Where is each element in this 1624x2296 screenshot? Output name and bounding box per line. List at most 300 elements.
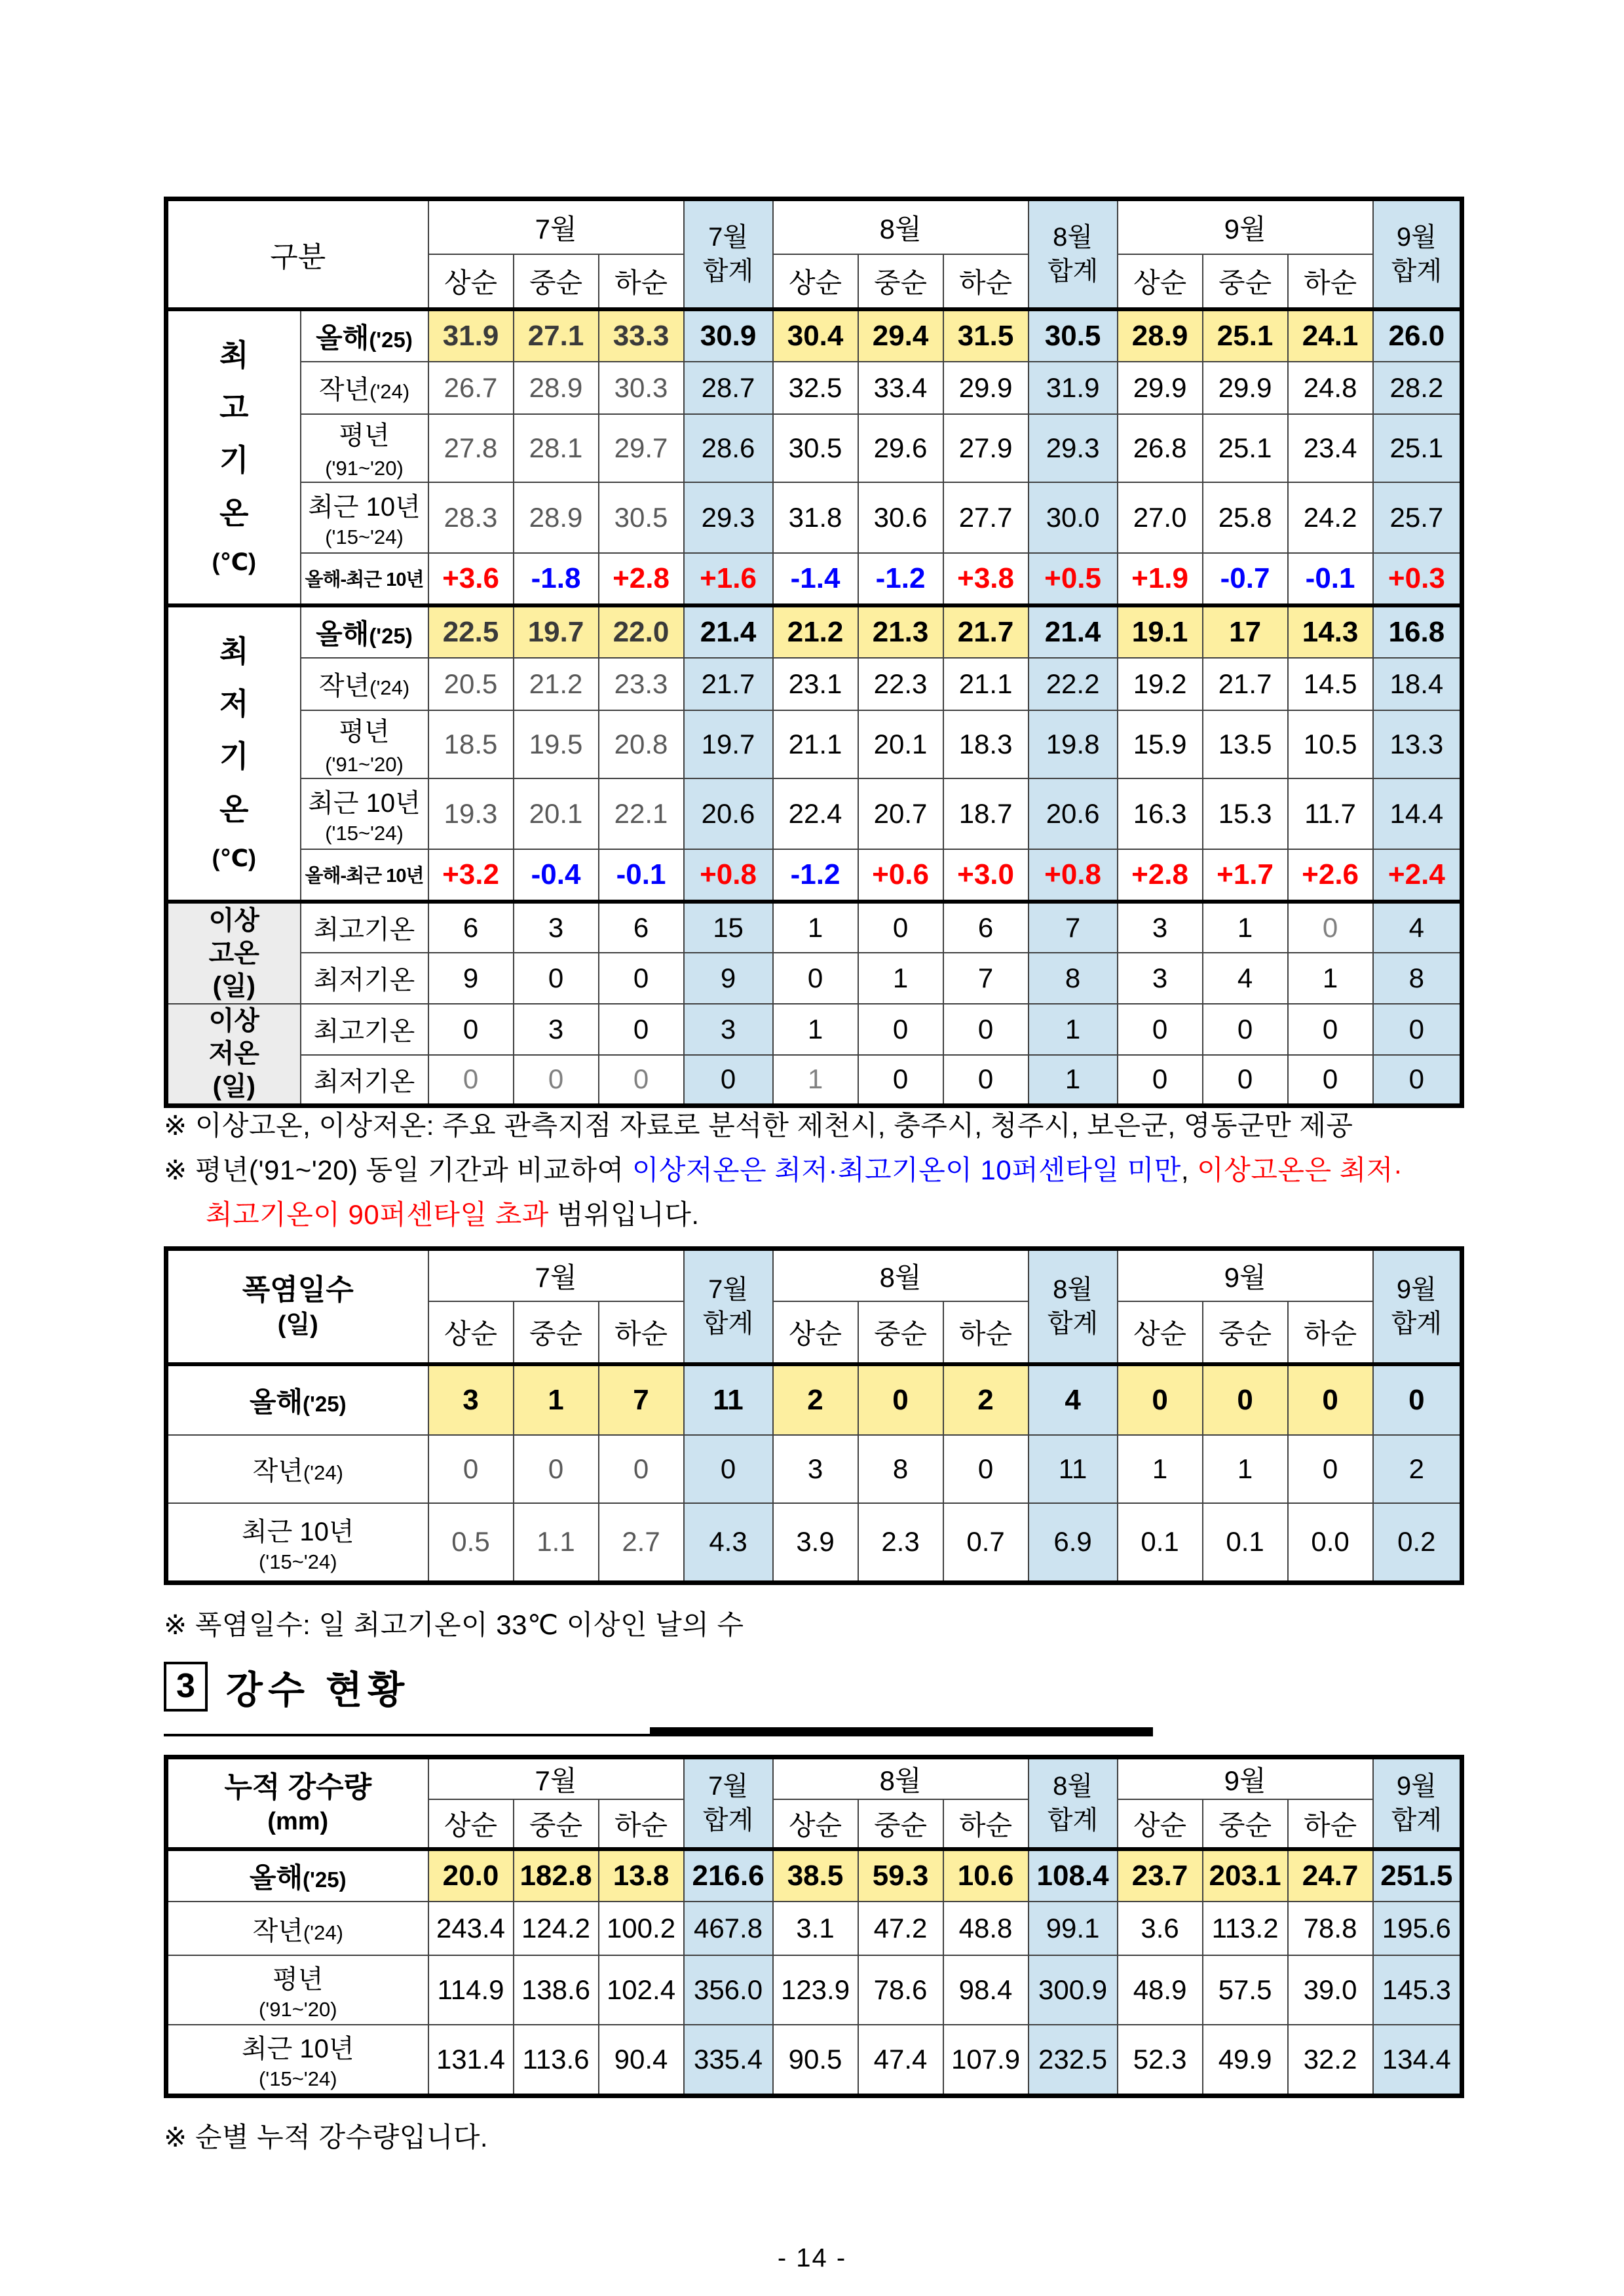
total-header-line: 7월	[708, 1772, 748, 1801]
data-cell: 20.7	[858, 778, 943, 849]
data-cell: 0	[599, 1435, 684, 1503]
data-cell: 300.9	[1029, 1955, 1118, 2025]
data-cell: 4	[1373, 902, 1462, 953]
row-label-text: 최저기온	[313, 966, 415, 995]
heatwave-table-block	[164, 1246, 1463, 1585]
row-label-text: 올해	[316, 618, 369, 649]
note-text: ※ 순별 누적 강수량입니다.	[164, 2122, 489, 2152]
total-header-line: 합계	[702, 1806, 754, 1835]
data-cell: 19.2	[1118, 658, 1203, 710]
table-header	[166, 199, 1462, 309]
data-cell: 57.5	[1203, 1955, 1288, 2025]
table-header	[166, 1249, 1462, 1364]
data-cell: 11.7	[1288, 778, 1373, 849]
data-cell: 123.9	[773, 1955, 858, 2025]
data-cell: 3	[684, 1004, 773, 1055]
row-label	[166, 1849, 428, 1902]
heatwave-note	[164, 1603, 1463, 1647]
table-body	[166, 1849, 1462, 2095]
category-char: 온	[219, 792, 249, 826]
data-cell: 0	[1203, 1004, 1288, 1055]
note-text: 이상저온은 최저·최고기온이 10퍼센타일 미만	[632, 1155, 1181, 1186]
data-cell: 22.4	[773, 778, 858, 849]
data-cell: 27.9	[943, 414, 1029, 482]
row-label: 올해-최근 10년	[301, 553, 428, 605]
data-cell: 13.5	[1203, 710, 1288, 778]
data-cell: +1.9	[1118, 553, 1203, 605]
data-cell: 0.5	[428, 1503, 514, 1583]
data-cell: 90.4	[599, 2025, 684, 2095]
data-cell: 29.4	[858, 309, 943, 362]
data-cell: 23.1	[773, 658, 858, 710]
data-cell: -0.1	[1288, 553, 1373, 605]
row-label-year: ('91~'20)	[325, 752, 404, 776]
row-label-text: 평년	[339, 421, 390, 450]
period-header: 상순	[428, 254, 514, 309]
vertical-category-text	[168, 614, 300, 893]
vertical-category-text	[168, 318, 300, 597]
month-header: 7월	[428, 199, 684, 254]
row-label	[301, 778, 428, 849]
header-row	[166, 1757, 1462, 1800]
data-cell: 243.4	[428, 1902, 514, 1955]
data-cell: +2.8	[599, 553, 684, 605]
row-label-text: 올해	[316, 322, 369, 353]
data-cell: 15.3	[1203, 778, 1288, 849]
data-cell: 7	[599, 1364, 684, 1435]
period-header: 중순	[858, 1799, 943, 1849]
category-line: 고온	[208, 938, 259, 968]
table-row	[166, 1364, 1462, 1435]
data-cell: 30.9	[684, 309, 773, 362]
table-row	[166, 902, 1462, 953]
data-cell: +0.8	[1029, 849, 1118, 902]
data-cell: 30.0	[1029, 482, 1118, 553]
section-heading	[164, 1659, 1463, 1736]
data-cell: 17	[1203, 605, 1288, 658]
month-total-header	[684, 199, 773, 309]
precipitation-table-block	[164, 1755, 1463, 2098]
data-cell: +3.6	[428, 553, 514, 605]
row-label: 올해-최근 10년	[301, 849, 428, 902]
data-cell: 2	[943, 1364, 1029, 1435]
data-cell: 20.8	[599, 710, 684, 778]
category-unit: (℃)	[212, 548, 257, 576]
data-cell: 356.0	[684, 1955, 773, 2025]
period-header: 중순	[1203, 1799, 1288, 1849]
table-row	[166, 2025, 1462, 2095]
data-cell: 0	[514, 953, 599, 1004]
data-cell: 8	[1029, 953, 1118, 1004]
data-cell: 467.8	[684, 1902, 773, 1955]
period-header: 하순	[599, 1799, 684, 1849]
data-cell: 32.2	[1288, 2025, 1373, 2095]
data-cell: 6	[428, 902, 514, 953]
note-text: 이상고온은 최저·	[1197, 1155, 1403, 1186]
row-label	[301, 710, 428, 778]
data-cell: 0	[599, 1055, 684, 1106]
row-label	[166, 1503, 428, 1583]
category-text	[168, 904, 300, 1003]
row-label-year: ('25)	[369, 623, 413, 648]
row-label-year: ('25)	[303, 1867, 347, 1892]
data-cell: 26.8	[1118, 414, 1203, 482]
period-header: 중순	[858, 1301, 943, 1364]
period-header: 중순	[514, 1799, 599, 1849]
data-cell: 25.1	[1203, 309, 1288, 362]
total-header-line: 9월	[1396, 222, 1437, 252]
data-cell: 0.2	[1373, 1503, 1462, 1583]
total-header-line: 합계	[1047, 256, 1099, 286]
data-cell: 107.9	[943, 2025, 1029, 2095]
data-cell: 2	[773, 1364, 858, 1435]
data-cell: 23.3	[599, 658, 684, 710]
month-header: 9월	[1118, 1249, 1373, 1301]
data-cell: 0	[858, 1004, 943, 1055]
category-char: 온	[219, 495, 249, 530]
data-cell: +0.8	[684, 849, 773, 902]
data-cell: 98.4	[943, 1955, 1029, 2025]
data-cell: 3.1	[773, 1902, 858, 1955]
period-header: 중순	[858, 254, 943, 309]
data-cell: 21.2	[773, 605, 858, 658]
data-cell: 14.5	[1288, 658, 1373, 710]
category-line: 이상	[208, 906, 259, 935]
data-cell: 48.8	[943, 1902, 1029, 1955]
month-header: 9월	[1118, 199, 1373, 254]
total-header-line: 8월	[1053, 1274, 1093, 1304]
month-total-header	[1029, 1757, 1118, 1850]
data-cell: +3.0	[943, 849, 1029, 902]
data-cell: 114.9	[428, 1955, 514, 2025]
data-cell: 2	[1373, 1435, 1462, 1503]
data-cell: 22.3	[858, 658, 943, 710]
total-header-line: 합계	[702, 256, 754, 286]
data-cell: 20.0	[428, 1849, 514, 1902]
data-cell: 10.6	[943, 1849, 1029, 1902]
note-line	[164, 1148, 1463, 1193]
data-cell: 3	[1118, 953, 1203, 1004]
category-label	[166, 1004, 301, 1106]
data-cell: 47.2	[858, 1902, 943, 1955]
row-label-year: ('15~'24)	[325, 525, 404, 548]
row-label-year: ('15~'24)	[325, 821, 404, 845]
data-cell: 39.0	[1288, 1955, 1373, 2025]
row-label-text: 작년	[318, 375, 370, 404]
row-label-text: 작년	[252, 1457, 303, 1485]
data-cell: 49.9	[1203, 2025, 1288, 2095]
table-row	[166, 1055, 1462, 1106]
data-cell: 21.1	[773, 710, 858, 778]
total-header-line: 합계	[1391, 1806, 1442, 1835]
data-cell: 20.6	[684, 778, 773, 849]
table-row	[166, 1902, 1462, 1955]
data-cell: 3.9	[773, 1503, 858, 1583]
data-cell: 3	[428, 1364, 514, 1435]
data-cell: 100.2	[599, 1902, 684, 1955]
data-cell: 1	[1288, 953, 1373, 1004]
data-cell: 3	[514, 1004, 599, 1055]
period-header: 상순	[773, 1799, 858, 1849]
month-total-header	[684, 1249, 773, 1364]
data-cell: 27.1	[514, 309, 599, 362]
period-header: 상순	[428, 1799, 514, 1849]
data-cell: 124.2	[514, 1902, 599, 1955]
data-cell: 0	[599, 1004, 684, 1055]
period-header: 하순	[943, 1799, 1029, 1849]
data-cell: 0	[773, 953, 858, 1004]
data-cell: 19.8	[1029, 710, 1118, 778]
category-label	[166, 309, 301, 605]
period-header: 하순	[1288, 254, 1373, 309]
data-cell: 27.7	[943, 482, 1029, 553]
data-cell: 47.4	[858, 2025, 943, 2095]
row-label	[301, 309, 428, 362]
row-label-year: ('24)	[303, 1461, 343, 1484]
total-header-line: 합계	[1047, 1806, 1099, 1835]
page-number: - 14 -	[777, 2244, 847, 2272]
row-label-text: 최근 10년	[241, 2035, 354, 2064]
period-header: 하순	[599, 1301, 684, 1364]
category-char: 기	[219, 739, 249, 774]
data-cell: 18.4	[1373, 658, 1462, 710]
data-cell: 113.6	[514, 2025, 599, 2095]
table-row	[166, 362, 1462, 414]
total-header-line: 9월	[1396, 1772, 1437, 1801]
data-cell: 26.7	[428, 362, 514, 414]
data-cell: 19.5	[514, 710, 599, 778]
total-header-line: 합계	[702, 1309, 754, 1338]
data-cell: 6	[943, 902, 1029, 953]
data-cell: 3.6	[1118, 1902, 1203, 1955]
data-cell: +1.6	[684, 553, 773, 605]
row-label-year: ('91~'20)	[258, 1998, 337, 2021]
row-label-year: ('15~'24)	[258, 1550, 337, 1573]
table-row	[166, 849, 1462, 902]
month-total-header	[684, 1757, 773, 1850]
row-label	[301, 605, 428, 658]
data-cell: 0	[599, 953, 684, 1004]
data-cell: 11	[684, 1364, 773, 1435]
table-row	[166, 1004, 1462, 1055]
data-cell: 30.6	[858, 482, 943, 553]
table-row	[166, 1955, 1462, 2025]
table-row	[166, 414, 1462, 482]
data-cell: 13.3	[1373, 710, 1462, 778]
data-cell: 19.7	[684, 710, 773, 778]
data-cell: 23.7	[1118, 1849, 1203, 1902]
row-label-year: ('24)	[303, 1921, 343, 1944]
data-cell: 20.5	[428, 658, 514, 710]
note-text: ※ 폭염일수: 일 최고기온이 33℃ 이상인 날의 수	[164, 1609, 744, 1640]
data-cell: 25.7	[1373, 482, 1462, 553]
data-cell: 0.0	[1288, 1503, 1373, 1583]
category-unit: (℃)	[212, 845, 257, 872]
row-label	[301, 1004, 428, 1055]
data-cell: 19.3	[428, 778, 514, 849]
data-cell: 1	[1029, 1004, 1118, 1055]
data-cell: 0	[858, 1364, 943, 1435]
period-header: 중순	[514, 1301, 599, 1364]
heading-underline	[164, 1727, 1153, 1736]
period-header: 하순	[1288, 1301, 1373, 1364]
data-cell: 4.3	[684, 1503, 773, 1583]
total-header-line: 7월	[708, 222, 748, 252]
category-char: 저	[219, 687, 249, 721]
data-cell: 52.3	[1118, 2025, 1203, 2095]
data-cell: 232.5	[1029, 2025, 1118, 2095]
data-cell: 78.6	[858, 1955, 943, 2025]
data-cell: 1	[1203, 1435, 1288, 1503]
data-cell: 195.6	[1373, 1902, 1462, 1955]
row-label	[166, 1364, 428, 1435]
section-number: 3	[164, 1662, 208, 1712]
data-cell: 28.6	[684, 414, 773, 482]
corner-header	[166, 1249, 428, 1364]
table-row	[166, 710, 1462, 778]
table-row	[166, 778, 1462, 849]
data-cell: +2.6	[1288, 849, 1373, 902]
data-cell: 3	[1118, 902, 1203, 953]
data-cell: 31.5	[943, 309, 1029, 362]
data-cell: 0	[1118, 1004, 1203, 1055]
data-cell: 0	[1203, 1364, 1288, 1435]
data-cell: 8	[1373, 953, 1462, 1004]
data-cell: 1	[858, 953, 943, 1004]
data-cell: 138.6	[514, 1955, 599, 2025]
data-cell: 24.8	[1288, 362, 1373, 414]
data-cell: 0	[428, 1004, 514, 1055]
data-cell: 0	[428, 1055, 514, 1106]
data-cell: 8	[858, 1435, 943, 1503]
data-cell: 1	[773, 1055, 858, 1106]
data-cell: 13.8	[599, 1849, 684, 1902]
data-cell: 20.1	[858, 710, 943, 778]
category-text	[168, 1004, 300, 1103]
row-label-year: ('25)	[369, 327, 413, 352]
period-header: 하순	[943, 254, 1029, 309]
total-header-line: 합계	[1047, 1309, 1099, 1338]
category-char: 최	[219, 634, 249, 668]
data-cell: 1	[1118, 1435, 1203, 1503]
period-header: 중순	[1203, 1301, 1288, 1364]
total-header-line: 9월	[1396, 1274, 1437, 1304]
row-label-year: ('25)	[303, 1391, 347, 1416]
data-cell: 28.1	[514, 414, 599, 482]
data-cell: 31.9	[428, 309, 514, 362]
data-cell: 25.8	[1203, 482, 1288, 553]
data-cell: 27.8	[428, 414, 514, 482]
row-label	[301, 414, 428, 482]
data-cell: 30.3	[599, 362, 684, 414]
data-cell: 22.5	[428, 605, 514, 658]
data-cell: 38.5	[773, 1849, 858, 1902]
period-header: 상순	[773, 1301, 858, 1364]
data-cell: 131.4	[428, 2025, 514, 2095]
data-cell: 0	[1288, 902, 1373, 953]
note-line	[164, 2115, 1463, 2160]
data-cell: 15.9	[1118, 710, 1203, 778]
data-cell: -0.7	[1203, 553, 1288, 605]
total-header-line: 8월	[1053, 222, 1093, 252]
row-label-year: ('24)	[369, 676, 410, 699]
data-cell: +2.8	[1118, 849, 1203, 902]
data-cell: 22.0	[599, 605, 684, 658]
data-cell: 19.7	[514, 605, 599, 658]
table-row	[166, 309, 1462, 362]
row-label-year: ('24)	[369, 380, 410, 403]
data-cell: 21.1	[943, 658, 1029, 710]
data-cell: 0	[943, 1435, 1029, 1503]
data-cell: 2.3	[858, 1503, 943, 1583]
data-cell: 0	[1288, 1004, 1373, 1055]
row-label-text: 평년	[339, 717, 390, 746]
row-label-text: 최고기온	[313, 1017, 415, 1046]
data-cell: 1	[773, 1004, 858, 1055]
temperature-summary-table	[164, 197, 1464, 1108]
period-header: 하순	[1288, 1799, 1373, 1849]
row-label-text: 최고기온	[313, 915, 415, 944]
header-row	[166, 199, 1462, 254]
data-cell: 108.4	[1029, 1849, 1118, 1902]
data-cell: 182.8	[514, 1849, 599, 1902]
period-header: 상순	[773, 254, 858, 309]
data-cell: 28.7	[684, 362, 773, 414]
data-cell: 33.3	[599, 309, 684, 362]
data-cell: 1	[773, 902, 858, 953]
category-char: 기	[219, 443, 249, 478]
data-cell: 29.3	[1029, 414, 1118, 482]
corner-header-line: 누적 강수량	[224, 1770, 372, 1803]
data-cell: 1	[514, 1364, 599, 1435]
heatwave-days-table	[164, 1246, 1464, 1585]
row-label-text: 올해	[249, 1862, 303, 1893]
corner-header-line: 폭염일수	[242, 1274, 354, 1307]
data-cell: 31.8	[773, 482, 858, 553]
category-label	[166, 902, 301, 1004]
category-line: 저온	[208, 1039, 259, 1069]
underline-thin-segment	[164, 1734, 650, 1736]
data-cell: 27.0	[1118, 482, 1203, 553]
data-cell: 6.9	[1029, 1503, 1118, 1583]
data-cell: -1.8	[514, 553, 599, 605]
data-cell: 24.7	[1288, 1849, 1373, 1902]
data-cell: 30.5	[599, 482, 684, 553]
data-cell: 28.9	[514, 482, 599, 553]
period-header: 상순	[1118, 1301, 1203, 1364]
data-cell: 145.3	[1373, 1955, 1462, 2025]
data-cell: 16.8	[1373, 605, 1462, 658]
data-cell: -1.2	[773, 849, 858, 902]
data-cell: 0	[1118, 1055, 1203, 1106]
month-header: 8월	[773, 1757, 1029, 1800]
data-cell: 0	[1203, 1055, 1288, 1106]
row-label-text: 최근 10년	[308, 788, 421, 818]
data-cell: 28.9	[1118, 309, 1203, 362]
data-cell: 29.9	[943, 362, 1029, 414]
data-cell: 3	[773, 1435, 858, 1503]
data-cell: 29.9	[1203, 362, 1288, 414]
data-cell: 0	[684, 1435, 773, 1503]
data-cell: 21.7	[1203, 658, 1288, 710]
data-cell: 113.2	[1203, 1902, 1288, 1955]
row-label	[166, 1902, 428, 1955]
data-cell: 15	[684, 902, 773, 953]
data-cell: 335.4	[684, 2025, 773, 2095]
data-cell: 18.5	[428, 710, 514, 778]
row-label-text: 올해	[249, 1386, 303, 1417]
data-cell: 29.6	[858, 414, 943, 482]
